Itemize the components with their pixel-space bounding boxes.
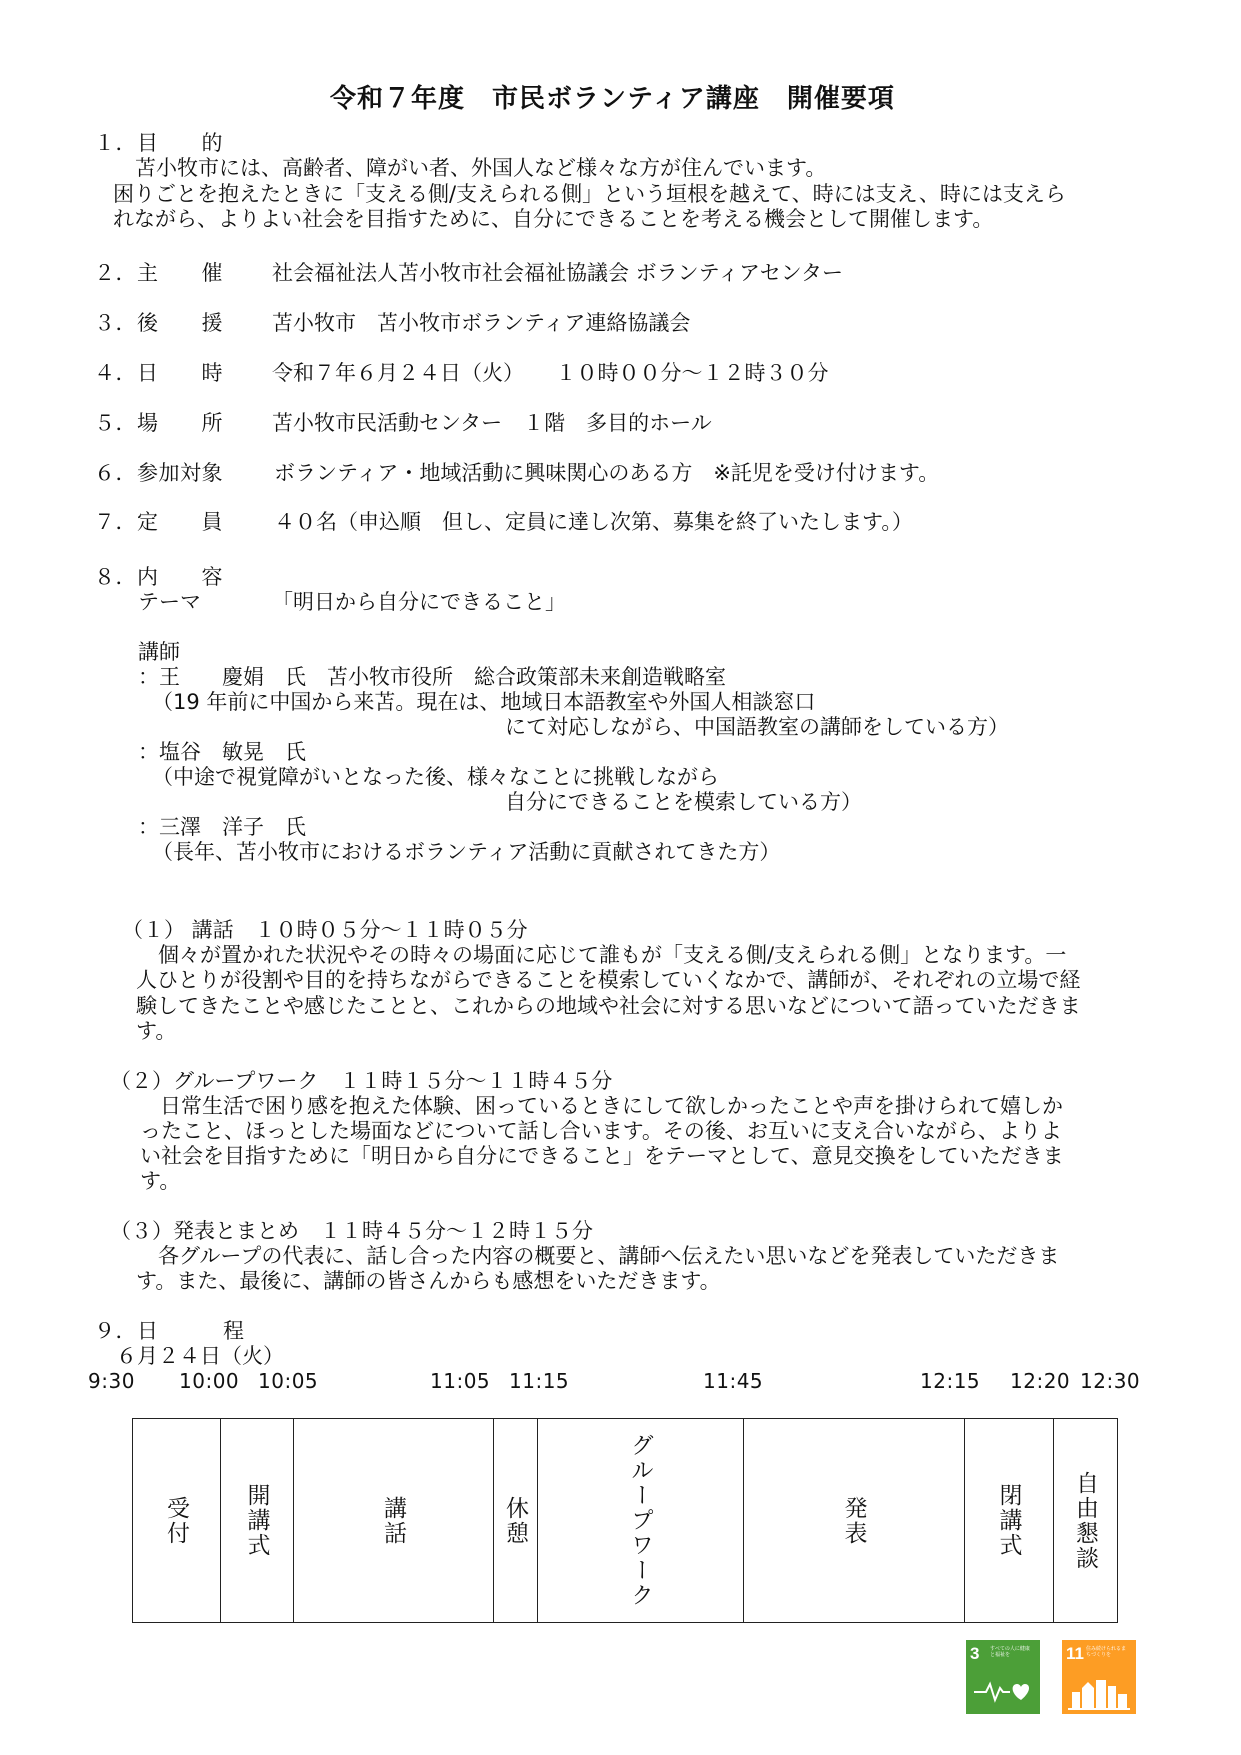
schedule-block-label: グループワーク <box>627 1433 653 1608</box>
sdg-label: すべての人に健康と福祉を <box>990 1646 1030 1658</box>
schedule-block-label: 受付 <box>163 1495 189 1546</box>
schedule-block-reception <box>133 1419 221 1622</box>
section-8-heading: ８．内 容 <box>94 565 223 589</box>
schedule-block-label: 講話 <box>380 1495 406 1546</box>
time-label: 10:05 <box>258 1369 319 1393</box>
section-1-line: れながら、よりよい社会を目指すために、自分にできることを考える機会として開催します。 <box>113 207 994 231</box>
part-2-heading: （２）グループワーク １１時１５分～１１時４５分 <box>110 1069 613 1093</box>
time-label: 12:15 <box>920 1369 981 1393</box>
section-1-heading: １．目 的 <box>94 131 223 155</box>
venue-value: 苫小牧市民活動センター １階 多目的ホール <box>272 411 712 435</box>
schedule-block-label: 自由懇談 <box>1072 1470 1098 1571</box>
sdg-11-icon <box>1062 1640 1136 1714</box>
part-3-line: す。また、最後に、講師の皆さんからも感想をいただきます。 <box>136 1269 721 1293</box>
audience-value: ボランティア・地域活動に興味関心のある方 ※託児を受け付けます。 <box>274 461 940 485</box>
schedule-table <box>132 1418 1118 1623</box>
sponsor-value: 苫小牧市 苫小牧市ボランティア連絡協議会 <box>272 311 691 335</box>
section-9-heading: ９．日 程 <box>94 1319 245 1343</box>
time-label: 10:00 <box>179 1369 240 1393</box>
schedule-block-lecture <box>294 1419 494 1622</box>
schedule-block-free-talk <box>1054 1419 1117 1622</box>
lecturer-desc: （19 年前に中国から来苫。現在は、地域日本語教室や外国人相談窓口 <box>152 690 816 714</box>
part-2-line: す。 <box>140 1169 181 1193</box>
lecturer-desc: にて対応しながら、中国語教室の講師をしている方） <box>505 715 1009 739</box>
schedule-block-label: 発表 <box>840 1495 867 1546</box>
time-label: 12:30 <box>1080 1369 1141 1393</box>
section-7-heading: ７．定 員 <box>94 510 223 534</box>
part-2-line: ったこと、ほっとした場面などについて話し合います。その後、お互いに支え合いながら、よりよ <box>140 1119 1062 1143</box>
organizer-value: 社会福祉法人苫小牧市社会福祉協議会 ボランティアセンター <box>272 261 843 285</box>
part-1-heading: （１） 講話 １０時０５分～１１時０５分 <box>122 918 528 942</box>
section-1-line: 苫小牧市には、高齢者、障がい者、外国人など様々な方が住んでいます。 <box>135 156 827 180</box>
section-1-line: 困りごとを抱えたときに「支える側/支えられる側」という垣根を越えて、時には支え、時には支えら <box>113 182 1066 206</box>
time-label: 12:20 <box>1010 1369 1071 1393</box>
lecturer-desc: 自分にできることを模索している方） <box>505 790 862 814</box>
schedule-block-opening <box>221 1419 294 1622</box>
schedule-block-break <box>494 1419 538 1622</box>
schedule-block-groupwork <box>538 1419 744 1622</box>
page-title: 令和７年度 市民ボランティア講座 開催要項 <box>330 84 895 114</box>
sdg-label: 住み続けられるまちづくりを <box>1086 1646 1127 1658</box>
theme-value: 「明日から自分にできること」 <box>272 590 566 614</box>
time-label: 11:15 <box>509 1369 570 1393</box>
part-2-line: い社会を目指すために「明日から自分にできること」をテーマとして、意見交換をしていただきま <box>140 1144 1064 1168</box>
capacity-value: ４０名（申込順 但し、定員に達し次第、募集を終了いたします。） <box>274 510 913 534</box>
section-2-heading: ２．主 催 <box>94 261 223 285</box>
sdg-number: 11 <box>1066 1644 1084 1663</box>
section-3-heading: ３．後 援 <box>94 311 223 335</box>
lecturer-name: ：三澤 洋子 氏 <box>138 815 306 839</box>
schedule-block-label: 開講式 <box>243 1483 270 1558</box>
time-label: 9:30 <box>88 1369 135 1393</box>
part-1-line: 験してきたことや感じたことと、これからの地域や社会に対する思いなどについて語っていただきま <box>136 994 1081 1018</box>
heart-pulse-icon <box>970 1670 1036 1710</box>
lecturer-desc: （長年、苫小牧市におけるボランティア活動に貢献されてきた方） <box>152 840 781 864</box>
part-1-line: 個々が置かれた状況やその時々の場面に応じて誰もが「支える側/支えられる側」となります。一 <box>158 943 1067 967</box>
lecturer-name: ：王 慶娟 氏 苫小牧市役所 総合政策部未来創造戦略室 <box>138 665 726 689</box>
city-buildings-icon <box>1066 1670 1132 1710</box>
schedule-block-label: 閉講式 <box>995 1483 1022 1558</box>
part-3-heading: （３）発表とまとめ １１時４５分～１２時１５分 <box>110 1219 593 1243</box>
section-5-heading: ５．場 所 <box>94 411 223 435</box>
datetime-value: 令和７年６月２４日（火） １０時００分～１２時３０分 <box>272 361 829 385</box>
part-1-line: す。 <box>136 1019 177 1043</box>
section-6-heading: ６．参加対象 <box>94 461 223 485</box>
part-1-line: 人ひとりが役割や目的を持ちながらできることを模索していくなかで、講師が、それぞれの立場で経 <box>136 968 1081 992</box>
schedule-date: ６月２４日（火） <box>116 1344 284 1368</box>
theme-label: テーマ <box>138 590 201 614</box>
time-label: 11:05 <box>430 1369 491 1393</box>
part-2-line: 日常生活で困り感を抱えた体験、困っているときにして欲しかったことや声を掛けられて嬉しか <box>160 1094 1063 1118</box>
schedule-block-label: 休憩 <box>502 1495 528 1546</box>
lecturer-label: 講師 <box>138 640 180 664</box>
time-label: 11:45 <box>703 1369 764 1393</box>
part-3-line: 各グループの代表に、話し合った内容の概要と、講師へ伝えたい思いなどを発表していただきま <box>158 1244 1060 1268</box>
schedule-block-closing <box>965 1419 1054 1622</box>
lecturer-name: ：塩谷 敏晃 氏 <box>138 740 306 764</box>
section-4-heading: ４．日 時 <box>94 361 223 385</box>
sdg-number: 3 <box>970 1644 980 1663</box>
lecturer-desc: （中途で視覚障がいとなった後、様々なことに挑戦しながら <box>152 765 719 789</box>
sdg-3-icon <box>966 1640 1040 1714</box>
schedule-block-presentation <box>744 1419 965 1622</box>
